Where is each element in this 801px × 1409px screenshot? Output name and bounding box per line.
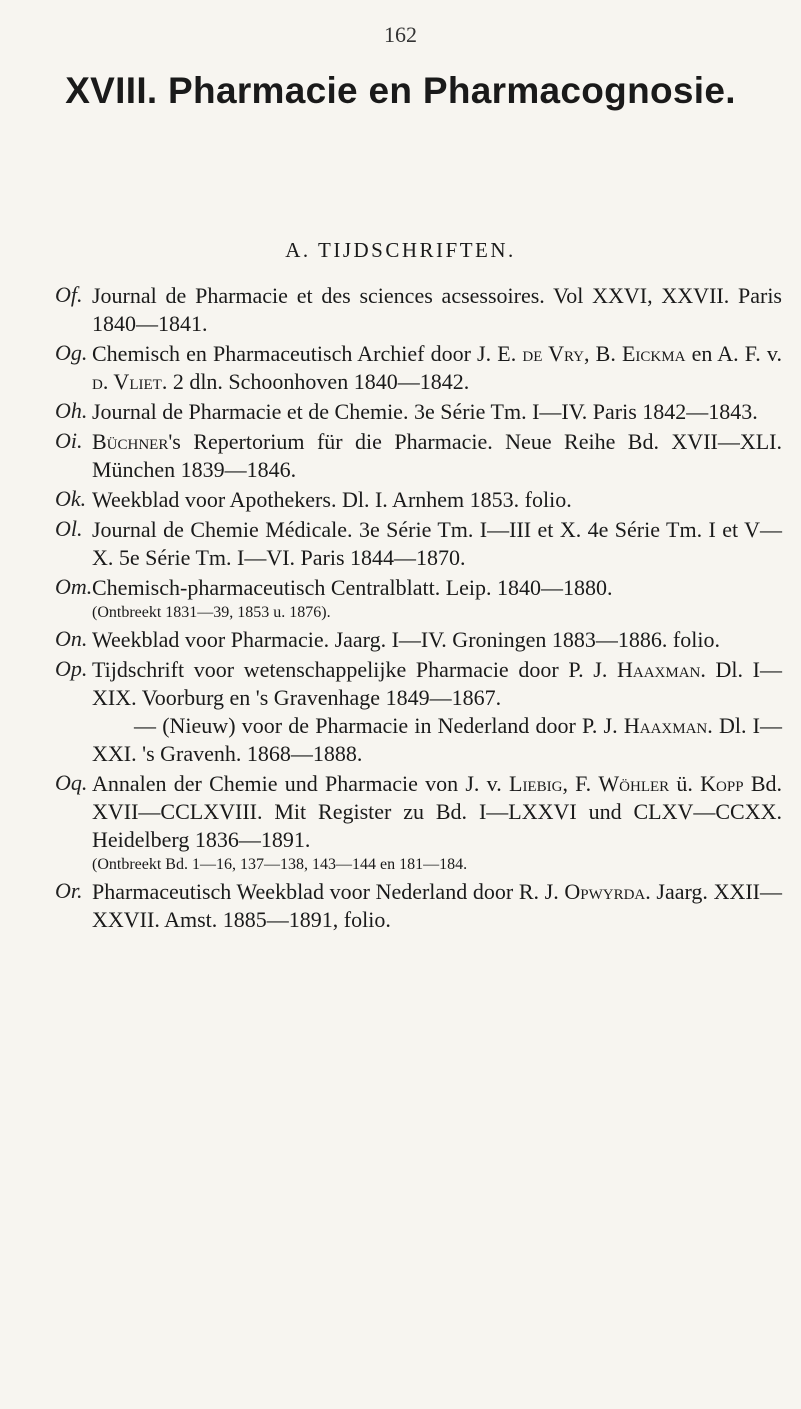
entry-code: Om. xyxy=(55,574,93,599)
entry-text: Pharmaceutisch Weekblad voor Nederland door R. J. Opwyrda. Jaarg. XXII—XXVII. Amst. 1885—1891, folio. xyxy=(92,879,782,932)
entry-code: Oh. xyxy=(55,398,88,423)
list-item xyxy=(0,282,801,338)
entry-code: Op. xyxy=(55,656,88,681)
entry-code: Of. xyxy=(55,282,83,307)
entry-text: Chemisch-pharmaceutisch Centralblatt. Leip. 1840—1880. (Ontbreekt 1831—39, 1853 u. 1876). xyxy=(92,574,782,624)
entry-text: Journal de Pharmacie et de Chemie. 3e Série Tm. I—IV. Paris 1842—1843. xyxy=(92,399,758,424)
list-item xyxy=(0,428,801,484)
chapter-title: XVIII. Pharmacie en Pharmacognosie. xyxy=(65,70,736,111)
section-heading: A. TIJDSCHRIFTEN. xyxy=(285,238,516,262)
list-item xyxy=(0,398,801,426)
entry-continuation: — (Nieuw) voor de Pharmacie in Nederland door P. J. Haaxman. Dl. I—XXI. 's Gravenh. 1868—1888. xyxy=(92,713,782,766)
entries-list xyxy=(0,282,801,936)
entry-text: Journal de Chemie Médicale. 3e Série Tm. I—III et X. 4e Série Tm. I et V—X. 5e Série Tm. I—VI. Paris 1844—1870. xyxy=(92,517,782,570)
list-item xyxy=(0,574,801,624)
list-item xyxy=(0,770,801,876)
entry-code: Ok. xyxy=(55,486,87,511)
entry-text: Tijdschrift voor wetenschappelijke Pharmacie door P. J. Haaxman. Dl. I—XIX. Voorburg en 's Gravenhage 1849—1867. xyxy=(92,657,782,710)
entry-text: Büchner's Repertorium für die Pharmacie. Neue Reihe Bd. XVII—XLI. München 1839—1846. xyxy=(92,429,782,482)
entry-code: Ol. xyxy=(55,516,83,541)
page-number: 162 xyxy=(384,22,417,47)
entry-code: Or. xyxy=(55,878,83,903)
entry-text: Journal de Pharmacie et des sciences acsessoires. Vol XXVI, XXVII. Paris 1840—1841. xyxy=(92,283,782,336)
entry-code: Og. xyxy=(55,340,88,365)
list-item xyxy=(0,656,801,768)
list-item xyxy=(0,486,801,514)
list-item xyxy=(0,340,801,396)
entry-code: On. xyxy=(55,626,88,651)
entry-note: (Ontbreekt 1831—39, 1853 u. 1876). xyxy=(92,604,331,621)
entry-note: (Ontbreekt Bd. 1—16, 137—138, 143—144 en 181—184. xyxy=(92,856,468,873)
entry-code: Oq. xyxy=(55,770,88,795)
list-item xyxy=(0,626,801,654)
entry-text: Weekblad voor Pharmacie. Jaarg. I—IV. Groningen 1883—1886. folio. xyxy=(92,627,720,652)
entry-text: Chemisch en Pharmaceutisch Archief door J. E. de Vry, B. Eickma en A. F. v. d. Vliet. 2 dln. Schoonhoven 1840—1842. xyxy=(92,341,782,394)
entry-text: Annalen der Chemie und Pharmacie von J. v. Liebig, F. Wöhler ü. Kopp Bd. XVII—CCLXVIII. Mit Register zu Bd. I—LXXVI und CLXV—CCXX. Heidelberg 1836—1891. (Ontbreekt Bd. 1—16, 137—138, 143—144 en 181—184. xyxy=(92,770,782,876)
entry-text: Weekblad voor Apothekers. Dl. I. Arnhem 1853. folio. xyxy=(92,487,572,512)
list-item xyxy=(0,516,801,572)
list-item xyxy=(0,878,801,934)
entry-code: Oi. xyxy=(55,428,83,453)
